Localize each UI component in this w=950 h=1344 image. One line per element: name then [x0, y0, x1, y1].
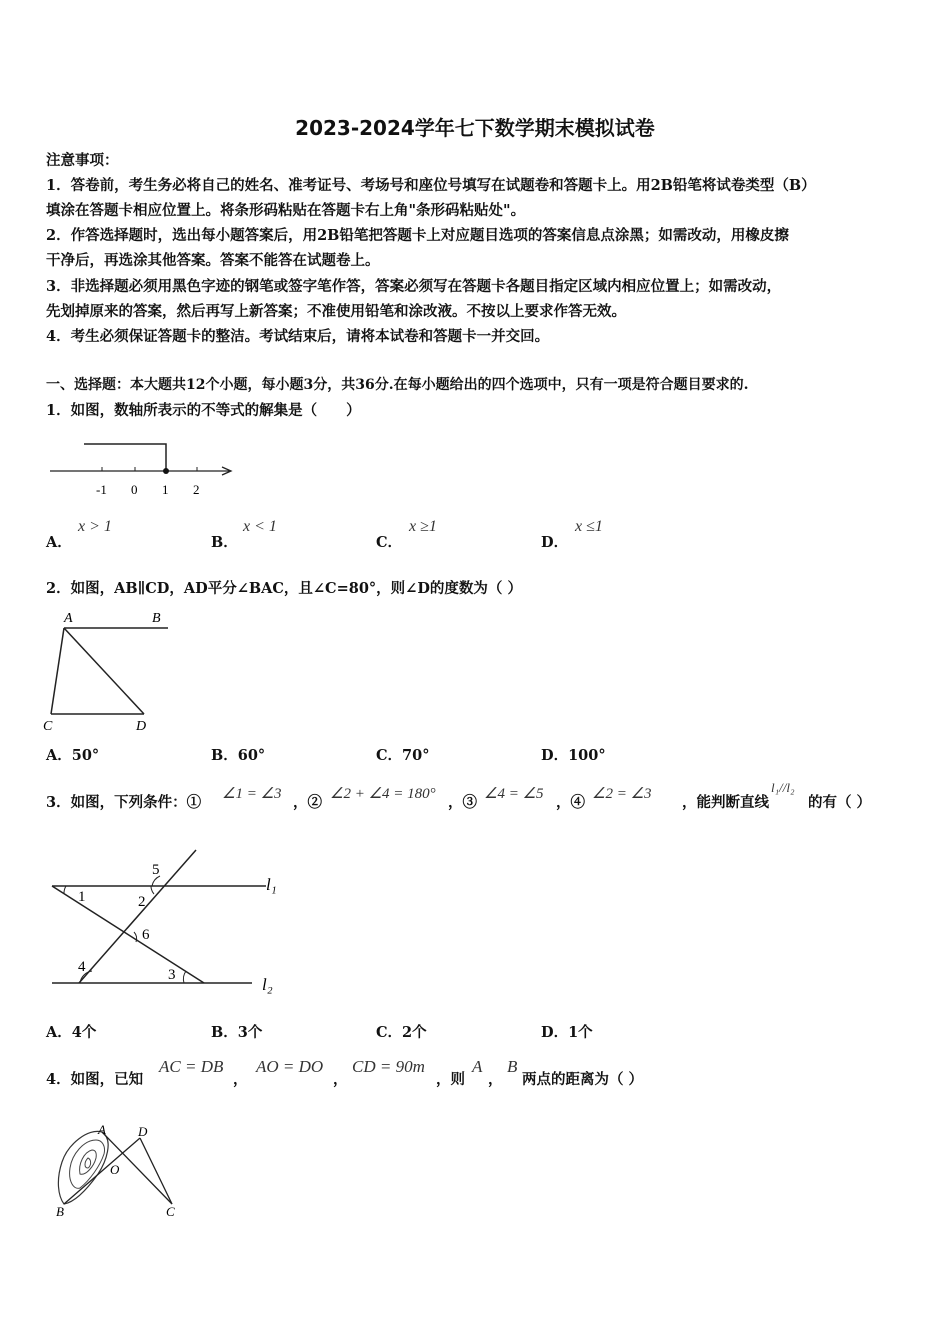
section-heading: 一、选择题：本大题共12个小题，每小题3分，共36分.在每小题给出的四个选项中，只有一项是符合题目要求的. [46, 377, 749, 393]
condition-2: ∠2 + ∠4 = 180° [330, 786, 436, 802]
tick-label: 1 [162, 482, 169, 497]
question-4-stem-start: 4．如图，已知 [46, 1071, 144, 1088]
stem-sep: ，③ [448, 794, 477, 811]
question-3-stem-start: 3．如图，下列条件：① [46, 794, 202, 811]
notice-line: 3．非选择题必须用黑色字迹的钢笔或签字笔作答，答案必须写在答题卡各题目指定区域内相应位置上；如需改动， [46, 278, 782, 295]
transversal-1 [52, 886, 204, 983]
tick-label: 2 [193, 482, 200, 497]
stem-sep: ，② [293, 794, 322, 811]
option-c-math: x ≥1 [409, 518, 437, 535]
page-title: 2023-2024学年七下数学期末模拟试卷 [295, 116, 655, 140]
segment-bd [64, 1138, 140, 1204]
notice-line: 填涂在答题卡相应位置上。将条形码粘贴在答题卡右上角"条形码粘贴处"。 [46, 202, 526, 219]
notice-line: 先划掉原来的答案，然后再写上新答案；不准使用铅笔和涂改液。不按以上要求作答无效。 [46, 303, 626, 320]
number-line-figure [46, 436, 246, 502]
pond-figure [48, 1118, 193, 1223]
tick-label: 0 [131, 482, 138, 497]
angle-arc-6 [134, 932, 137, 942]
stem-sep: ， [233, 1071, 248, 1088]
question-2-stem: 2．如图，AB∥CD，AD平分∠BAC，且∠C=80°，则∠D的度数为（ ） [46, 580, 522, 597]
option-d-math: x ≤1 [575, 518, 603, 535]
point-label-c: C [43, 719, 53, 734]
stem-end: 的有（ ） [808, 794, 872, 811]
stem-text: ，则 [436, 1071, 465, 1088]
solid-point [163, 468, 169, 474]
line-ad [64, 628, 144, 714]
stem-sep: ，④ [556, 794, 585, 811]
notice-line: 2．作答选择题时，选出每小题答案后，用2B铅笔把答题卡上对应题目选项的答案信息点涂黑；如需改动，用橡皮擦 [46, 227, 789, 244]
notice-heading: 注意事项： [46, 152, 119, 169]
triangle-figure [40, 606, 180, 736]
option-a[interactable]: A．50° [46, 747, 100, 764]
tick-label: -1 [96, 482, 107, 497]
line-label-l1: l₁ [266, 875, 277, 894]
stem-sep: ， [333, 1071, 348, 1088]
point-label-d: D [136, 719, 147, 734]
pond-contour [80, 1150, 97, 1174]
notice-line: 1．答卷前，考生务必将自己的姓名、准考证号、考场号和座位号填写在试题卷和答题卡上。用2B铅笔将试卷类型（B） [46, 177, 816, 194]
condition-1: ∠1 = ∠3 [222, 786, 282, 802]
angle-label-1: 1 [78, 889, 86, 905]
given-ac-db: AC = DB [159, 1057, 224, 1076]
condition-3: ∠4 = ∠5 [484, 786, 544, 802]
point-label-d: D [138, 1124, 148, 1139]
option-c[interactable]: C．70° [376, 747, 430, 764]
angle-label-2: 2 [138, 894, 146, 910]
given-cd: CD = 90m [352, 1057, 425, 1076]
pond-contour [70, 1140, 105, 1188]
angle-arc-3 [183, 971, 186, 983]
point-label-a: A [64, 611, 73, 626]
point-label-o: O [110, 1162, 120, 1177]
line-label-l2: l₂ [262, 975, 273, 994]
angle-label-5: 5 [152, 862, 160, 878]
angle-label-4: 4 [78, 959, 86, 975]
stem-end: 两点的距离为（ ） [522, 1071, 644, 1088]
parallel-lines-math: l₁//l₂ [771, 780, 795, 795]
notice-line: 干净后，再选涂其他答案。答案不能答在试题卷上。 [46, 252, 380, 269]
option-a[interactable]: A．4个 [46, 1024, 97, 1041]
option-b[interactable]: B．3个 [211, 1024, 263, 1041]
condition-4: ∠2 = ∠3 [592, 786, 652, 802]
pond-contour [85, 1158, 91, 1168]
solution-ray [84, 444, 166, 471]
given-ao-do: AO = DO [256, 1057, 324, 1076]
option-a-math: x > 1 [78, 518, 112, 535]
pond-outline [58, 1131, 108, 1204]
option-a[interactable]: A． [46, 534, 72, 551]
point-b-math: B [507, 1057, 518, 1076]
option-c[interactable]: C．2个 [376, 1024, 427, 1041]
option-d[interactable]: D．1个 [541, 1024, 593, 1041]
point-label-a: A [98, 1122, 106, 1137]
notice-line: 4．考生必须保证答题卡的整洁。考试结束后，请将本试卷和答题卡一并交回。 [46, 328, 550, 345]
parallel-lines-figure [44, 840, 294, 1005]
point-label-b: B [56, 1204, 64, 1219]
stem-sep: ， [488, 1071, 503, 1088]
option-b[interactable]: B．60° [211, 747, 266, 764]
angle-label-6: 6 [142, 927, 150, 943]
option-b-math: x < 1 [243, 518, 277, 535]
point-label-c: C [166, 1204, 175, 1219]
line-ac [51, 628, 64, 714]
question-1-stem: 1．如图，数轴所表示的不等式的解集是（ ） [46, 402, 361, 419]
point-a-math: A [472, 1057, 483, 1076]
option-d[interactable]: D． [541, 534, 569, 551]
segment-dc [140, 1138, 172, 1204]
point-label-b: B [152, 611, 161, 626]
transversal-2 [79, 850, 196, 983]
option-d[interactable]: D．100° [541, 747, 606, 764]
stem-text: ，能判断直线 [682, 794, 769, 811]
angle-arc-1 [64, 886, 66, 894]
option-c[interactable]: C． [376, 534, 403, 551]
angle-arc-2 [151, 886, 154, 894]
option-b[interactable]: B． [211, 534, 238, 551]
angle-label-3: 3 [168, 967, 176, 983]
